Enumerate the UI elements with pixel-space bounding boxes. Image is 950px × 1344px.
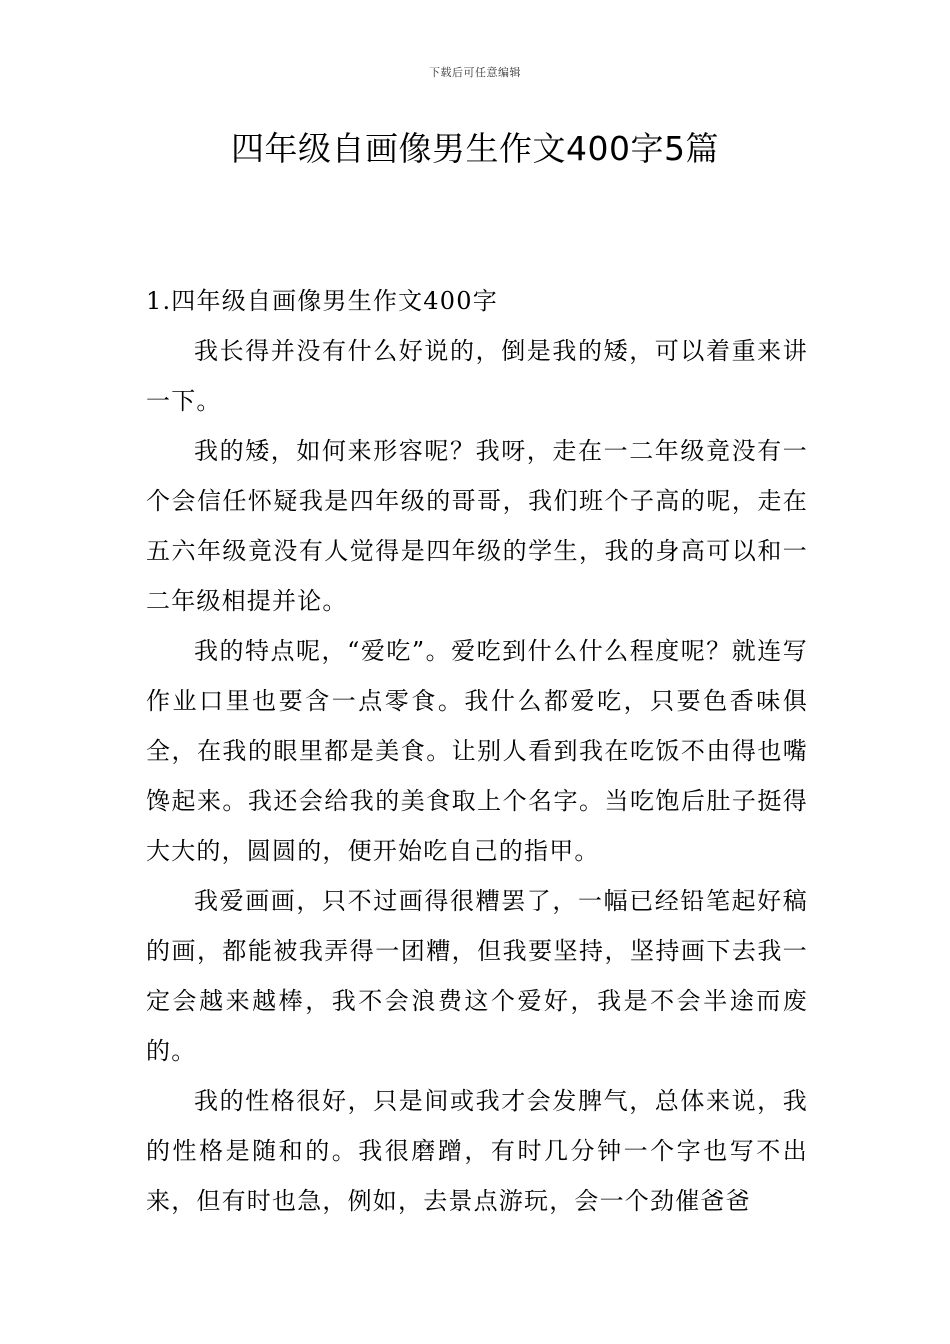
document-body bbox=[146, 276, 808, 1226]
paragraph: 我的特点呢，“爱吃”。爱吃到什么什么程度呢？就连写作业口里也要含一点零食。我什么都爱吃，只要色香味俱全，在我的眼里都是美食。让别人看到我在吃饭不由得也嘴馋起来。我还会给我的美食取上个名字。当吃饱后肚子挺得大大的，圆圆的，便开始吃自己的指甲。 bbox=[146, 637, 808, 865]
paragraph: 我爱画画，只不过画得很糟罢了，一幅已经铅笔起好稿的画，都能被我弄得一团糟，但我要坚持，坚持画下去我一定会越来越棒，我不会浪费这个爱好，我是不会半途而废的。 bbox=[146, 887, 808, 1065]
paragraph: 我长得并没有什么好说的，倒是我的矮，可以着重来讲一下。 bbox=[146, 337, 808, 415]
document-title: 四年级自画像男生作文400字5篇 bbox=[231, 129, 719, 168]
header-note: 下载后可任意编辑 bbox=[429, 66, 521, 79]
paragraph: 我的矮，如何来形容呢？我呀，走在一二年级竟没有一个会信任怀疑我是四年级的哥哥，我们班个子高的呢，走在五六年级竟没有人觉得是四年级的学生，我的身高可以和一二年级相提并论。 bbox=[146, 437, 808, 615]
paragraph: 我的性格很好，只是间或我才会发脾气，总体来说，我的性格是随和的。我很磨蹭，有时几分钟一个字也写不出来，但有时也急，例如，去景点游玩，会一个劲催爸爸 bbox=[146, 1087, 808, 1215]
section-heading: 1.四年级自画像男生作文400字 bbox=[146, 287, 498, 315]
